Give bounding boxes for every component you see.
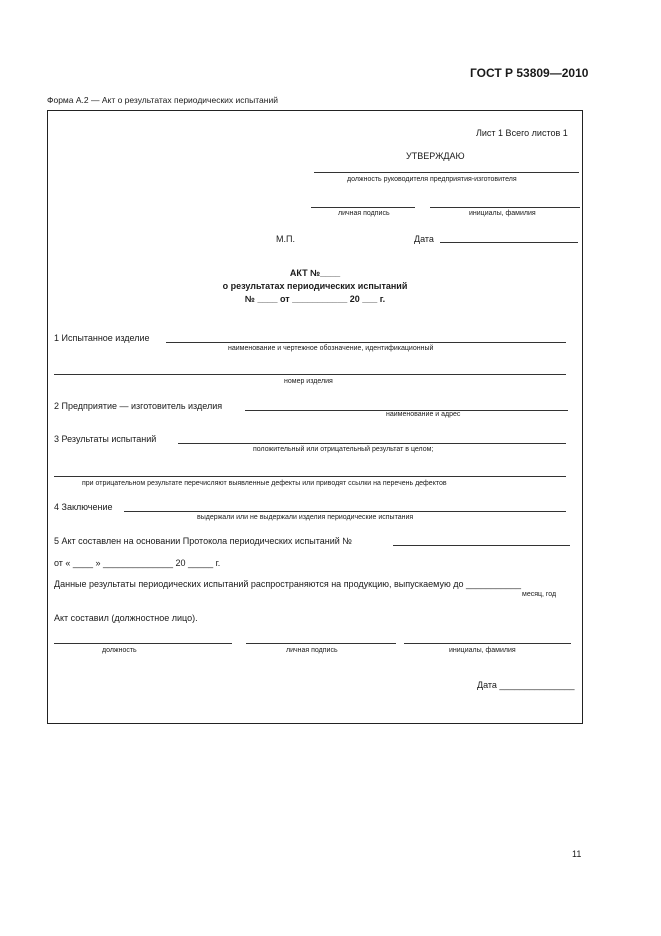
validity-caption: месяц, год xyxy=(522,591,557,598)
act-title-number: АКТ №____ xyxy=(289,268,341,278)
item2-caption: наименование и адрес xyxy=(386,411,461,418)
item4-label: 4 Заключение xyxy=(54,502,113,512)
item3-continuation-line[interactable] xyxy=(54,476,566,477)
form-frame xyxy=(47,110,583,724)
approve-signature-line[interactable] xyxy=(311,207,415,208)
item3-label: 3 Результаты испытаний xyxy=(54,434,157,444)
compiled-position-line[interactable] xyxy=(54,643,232,644)
compiled-name-caption: инициалы, фамилия xyxy=(449,647,516,654)
item4-caption: выдержали или не выдержали изделия периодические испытания xyxy=(197,514,414,521)
sheet-info: Лист 1 Всего листов 1 xyxy=(476,128,568,138)
compiled-name-line[interactable] xyxy=(404,643,571,644)
item2-label: 2 Предприятие — изготовитель изделия xyxy=(54,401,223,411)
seal-label: М.П. xyxy=(276,234,295,244)
item5-number-line[interactable] xyxy=(393,545,570,546)
item4-input-line[interactable] xyxy=(124,511,566,512)
act-title-subject: о результатах периодических испытаний xyxy=(222,281,408,291)
approve-name-line[interactable] xyxy=(430,207,580,208)
item3-caption2: при отрицательном результате перечисляют выявленные дефекты или приводят ссылки на перечень дефектов xyxy=(82,480,447,487)
item5-date[interactable]: от « ____ » ______________ 20 _____ г. xyxy=(54,558,221,568)
item1-caption: наименование и чертежное обозначение, идентификационный xyxy=(228,345,434,352)
item1-label: 1 Испытанное изделие xyxy=(54,333,150,343)
compiled-position-caption: должность xyxy=(102,647,137,654)
approve-position-caption: должность руководителя предприятия-изготовителя xyxy=(347,176,517,183)
compiled-date[interactable]: Дата _______________ xyxy=(477,680,575,690)
compiled-signature-caption: личная подпись xyxy=(286,647,338,654)
page-number: 11 xyxy=(572,849,582,859)
item3-caption: положительный или отрицательный результат в целом; xyxy=(253,446,434,453)
item5-label: 5 Акт составлен на основании Протокола периодических испытаний № xyxy=(54,536,352,546)
approve-position-line[interactable] xyxy=(314,172,579,173)
standard-number: ГОСТ Р 53809—2010 xyxy=(470,66,589,80)
item1-caption2: номер изделия xyxy=(284,378,333,385)
compiled-label: Акт составил (должностное лицо). xyxy=(54,613,198,623)
approve-title: УТВЕРЖДАЮ xyxy=(406,151,465,161)
item1-continuation-line[interactable] xyxy=(54,374,566,375)
item3-input-line[interactable] xyxy=(178,443,566,444)
approve-date-line[interactable] xyxy=(440,242,578,243)
item1-input-line[interactable] xyxy=(166,342,566,343)
act-title-date: № ____ от ___________ 20 ___ г. xyxy=(244,294,386,304)
validity-text: Данные результаты периодических испытаний распространяются на продукцию, выпускаемую до ___________ xyxy=(54,579,522,589)
approve-signature-caption: личная подпись xyxy=(338,210,390,217)
approve-date-label: Дата xyxy=(414,234,434,244)
approve-name-caption: инициалы, фамилия xyxy=(469,210,536,217)
form-caption: Форма А.2 — Акт о результатах периодических испытаний xyxy=(47,95,278,105)
compiled-signature-line[interactable] xyxy=(246,643,396,644)
